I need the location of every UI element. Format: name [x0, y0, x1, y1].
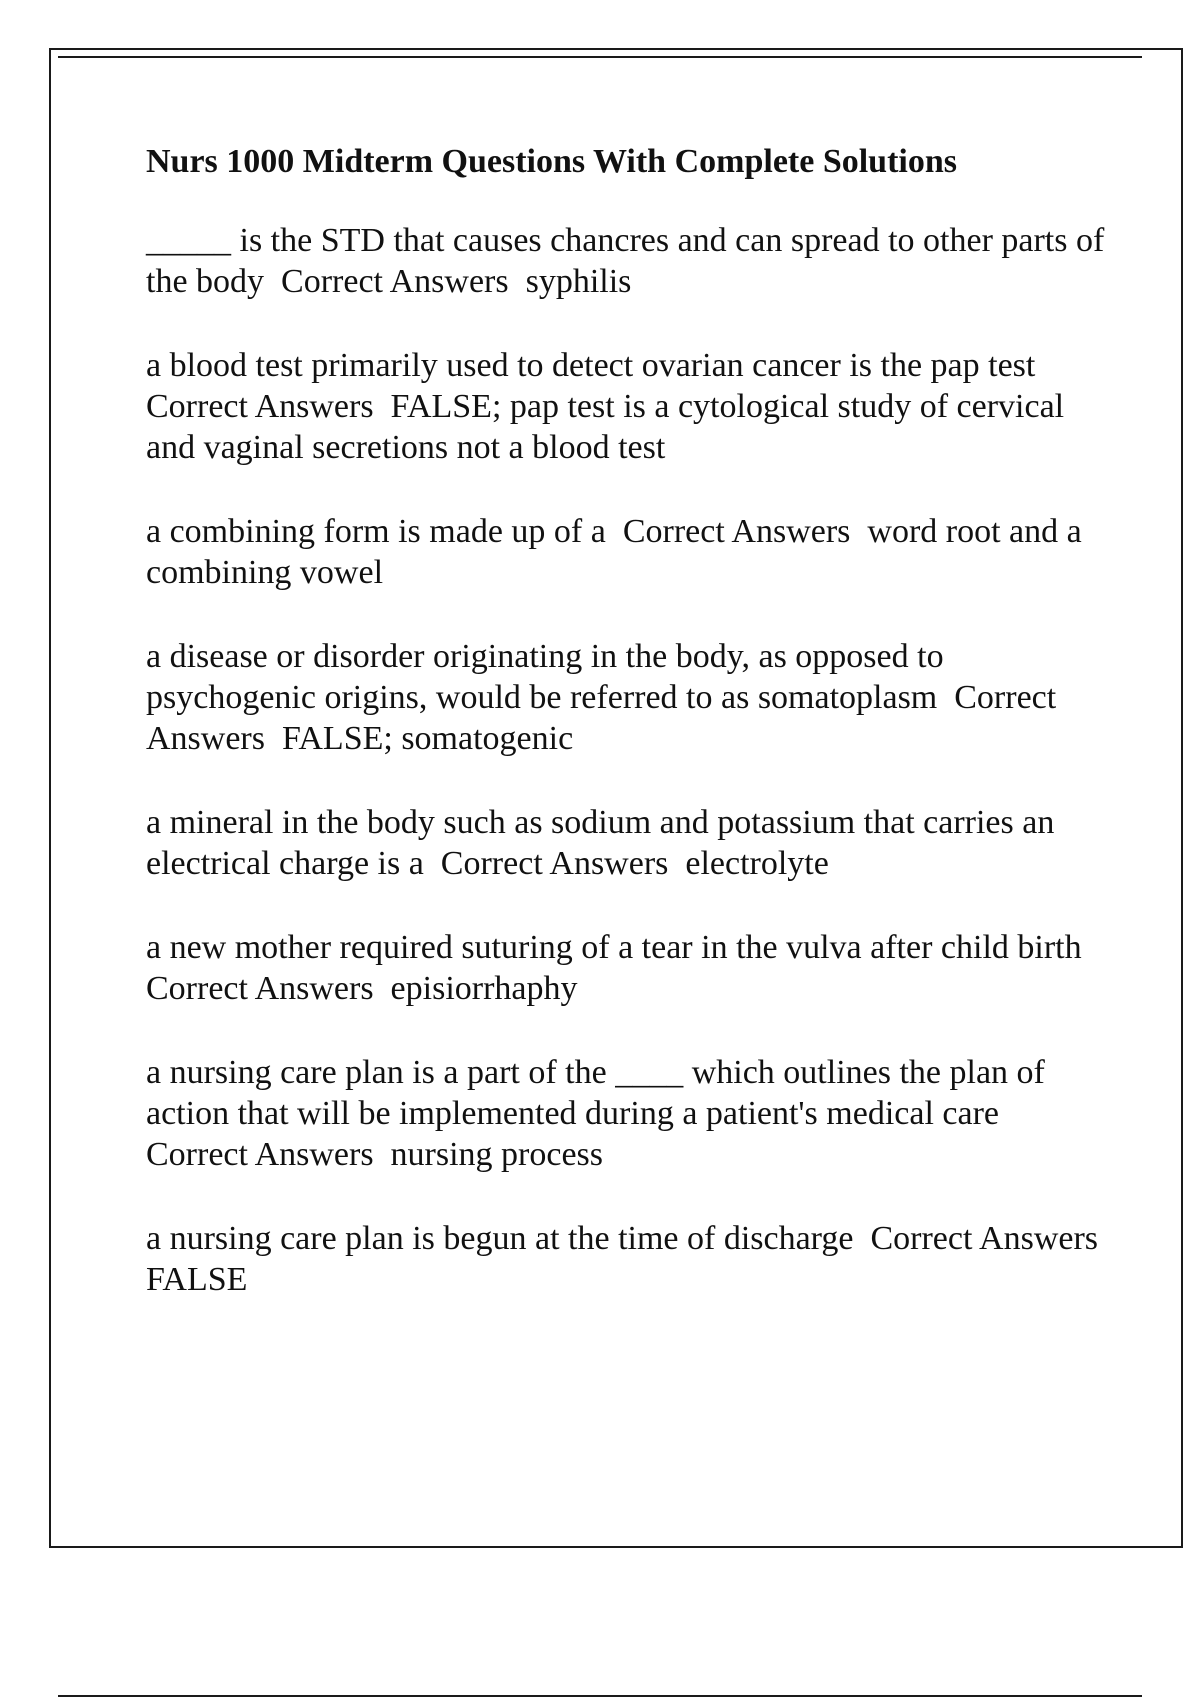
document-body [146, 140, 1116, 1343]
qa-item: a mineral in the body such as sodium and potassium that carries an electrical charge is a Correct Answers electrolyte [146, 804, 1063, 882]
qa-item: a disease or disorder originating in the body, as opposed to psychogenic origins, would be referred to as somatoplasm Correct Answers FALSE; somatogenic [146, 638, 1063, 757]
qa-list [146, 220, 1116, 1300]
qa-item: a new mother required suturing of a tear in the vulva after child birth Correct Answers episiorrhaphy [146, 929, 1099, 1007]
header-rule [58, 56, 1142, 58]
document-title: Nurs 1000 Midterm Questions With Complete Solutions [146, 143, 958, 180]
qa-item: _____ is the STD that causes chancres and can spread to other parts of the body Correct Answers syphilis [146, 222, 1113, 300]
qa-item: a blood test primarily used to detect ovarian cancer is the pap test Correct Answers FALSE; pap test is a cytological study of cervical and vaginal secretions not a blood test [146, 347, 1073, 466]
qa-item: a nursing care plan is begun at the time of discharge Correct Answers FALSE [146, 1220, 1116, 1298]
qa-item: a nursing care plan is a part of the ____ which outlines the plan of action that will be implemented during a patient's medical care Correct Answers nursing process [146, 1054, 1054, 1173]
qa-item: a combining form is made up of a Correct Answers word root and a combining vowel [146, 513, 1091, 591]
footer-rule [58, 1695, 1142, 1697]
